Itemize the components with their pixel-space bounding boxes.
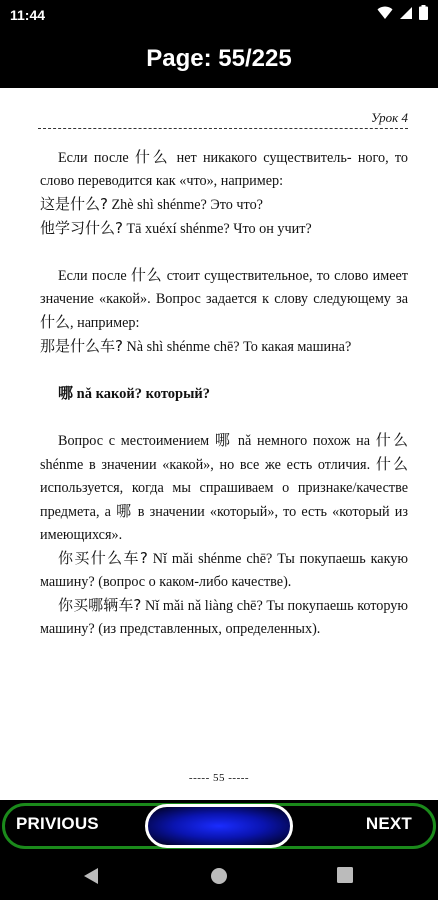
text: Если после: [58, 150, 135, 166]
text: нет никакого существитель-: [170, 150, 352, 166]
paragraph-2: [40, 264, 408, 335]
text: Nà shì shénme chē? То какая машина?: [122, 339, 352, 355]
text: используется, когда мы спрашиваем о признаке/качестве предмета, а: [40, 480, 408, 520]
paragraph-1: [40, 146, 408, 193]
chinese-text: 那是什么车?: [40, 337, 123, 355]
previous-button[interactable]: PRIVIOUS: [16, 814, 99, 833]
text: shénme в значении «какой», но все же есть отличия.: [40, 457, 376, 473]
page-title: Page: 55/225: [0, 30, 438, 88]
section-heading: [40, 382, 408, 406]
text: Zhè shì shénme? Это что?: [107, 197, 263, 213]
chinese-text: 哪: [214, 431, 233, 449]
example-4: [40, 547, 408, 594]
page-number: ----- 55 -----: [188, 772, 250, 784]
home-icon[interactable]: [209, 866, 229, 886]
chinese-text: 你买哪辆车?: [58, 596, 142, 614]
header-divider: [38, 128, 408, 129]
example-2: [40, 217, 408, 241]
example-3: [40, 335, 408, 359]
chinese-text: 什么: [130, 266, 163, 284]
text: Nǐ mǎi nǎ liàng chē? Ты покупаешь которую машину? (из представленных, определенных).: [40, 598, 408, 637]
chinese-text: 哪: [58, 384, 74, 402]
wifi-icon: [377, 6, 393, 20]
text: ного, то слово переводится как «что», например:: [40, 150, 408, 189]
text: Nǐ mǎi shénme chē? Ты покупаешь какую машину? (вопрос о каком-либо качестве).: [40, 551, 408, 590]
chinese-text: 你买什么车?: [58, 549, 148, 567]
system-navigation-bar: [0, 852, 438, 900]
chinese-text: 什么: [375, 455, 408, 473]
text: Если после: [58, 268, 131, 284]
chinese-text: 他学习什么?: [40, 219, 123, 237]
signal-icon: [399, 6, 413, 20]
page-navigation: [0, 800, 438, 852]
chinese-text: 什么: [134, 148, 171, 166]
chinese-text: 这是什么?: [40, 195, 108, 213]
status-bar: [0, 0, 438, 30]
example-5: [40, 594, 408, 641]
text: nǎ немного похож на: [232, 433, 376, 449]
example-1: [40, 193, 408, 217]
text: , например:: [70, 315, 140, 331]
status-icons: [377, 5, 428, 20]
chinese-text: 什么: [375, 431, 408, 449]
text: nǎ какой? который?: [73, 386, 211, 402]
center-button[interactable]: [145, 804, 293, 848]
back-icon[interactable]: [82, 866, 100, 886]
recent-apps-icon[interactable]: [336, 866, 354, 884]
lesson-label: Урок 4: [370, 110, 408, 125]
text: в значении «который», то есть «который из имеющихся».: [40, 504, 408, 543]
battery-icon: [419, 5, 428, 20]
text: Вопрос с местоимением: [58, 433, 215, 449]
next-button[interactable]: NEXT: [365, 814, 412, 833]
chinese-text: 什么: [40, 313, 71, 331]
text: Tā xuéxí shénme? Что он учит?: [122, 221, 312, 237]
chinese-text: 哪: [116, 502, 133, 520]
status-time: 11:44: [10, 7, 46, 23]
text: стоит существительное, то слово имеет значение «какой». Вопрос задается к слову следующему за: [40, 268, 408, 307]
paragraph-3: [40, 429, 408, 547]
book-page: [0, 88, 438, 800]
page-content: [40, 146, 408, 641]
